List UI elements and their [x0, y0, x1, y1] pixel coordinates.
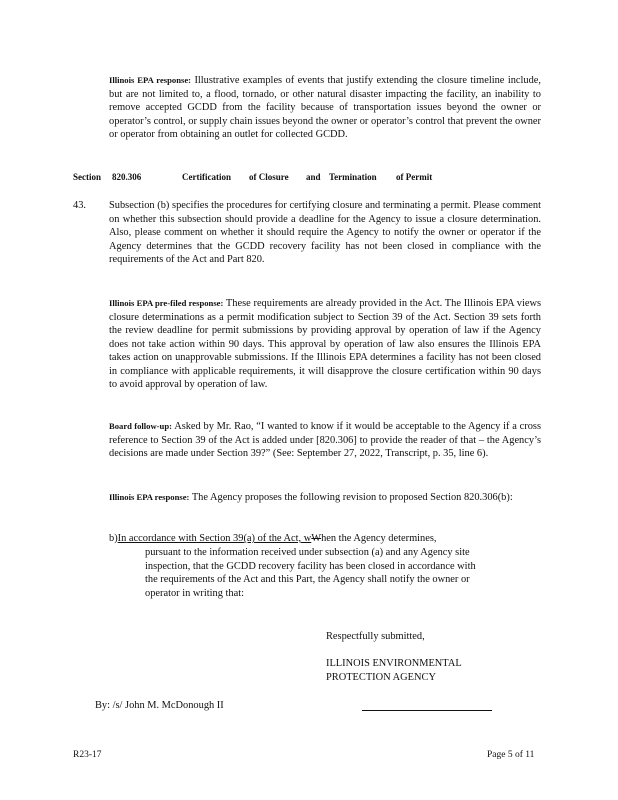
- revision-inserted-text: In accordance with Section 39(a) of the Act, w: [117, 533, 312, 544]
- revision-line-3: inspection, that the GCDD recovery facility has been closed in accordance with: [145, 560, 476, 572]
- response-text-2: The Agency proposes the following revision to proposed Section 820.306(b):: [191, 492, 513, 503]
- section-title-2: of Closure: [249, 172, 289, 182]
- board-followup-block: [109, 420, 541, 461]
- revision-line-2: pursuant to the information received under subsection (a) and any Agency site: [145, 547, 470, 558]
- followup-text: Asked by Mr. Rao, “I wanted to know if it would be acceptable to the Agency if a cross reference to Section 39 of the Act is added under [820.306] to provide the reader of that – the Agency’s decisions are made under Section 39?” (See: September 27, 2022, Transcript, p. 35, line 6).: [109, 421, 541, 459]
- prefiled-response-block: [109, 297, 541, 392]
- section-title-4: Termination: [329, 172, 377, 182]
- org-line-1: ILLINOIS ENVIRONMENTAL: [326, 658, 462, 669]
- revision-line-5: operator in writing that:: [145, 587, 244, 599]
- revision-prefix: b): [109, 533, 118, 544]
- signature-line: [362, 710, 492, 711]
- response-label-2: Illinois EPA response:: [109, 492, 190, 502]
- organization-name: [326, 657, 462, 684]
- page-number: Page 5 of 11: [487, 750, 535, 760]
- revision-deleted-text: W: [311, 533, 322, 544]
- prefiled-label: Illinois EPA pre-filed response:: [109, 298, 224, 308]
- response-label: Illinois EPA response:: [109, 75, 192, 85]
- response-text: Illustrative examples of events that justify extending the closure timeline include, but are not limited to, a flood, tornado, or other natural disaster impacting the facility, an inability to remove accepted GCDD from the facility because of transportation issues beyond the owner or operator’s control, or supply chain issues beyond the owner or operator’s control that prevent the owner or operator from obtaining an outlet for collected GCDD.: [109, 75, 542, 140]
- section-title-1: Certification: [182, 172, 231, 182]
- response-block-2: [109, 491, 541, 505]
- org-line-2: PROTECTION AGENCY: [326, 671, 436, 683]
- item-number: 43.: [73, 200, 86, 211]
- section-title-5: of Permit: [396, 172, 433, 182]
- respectfully-submitted: Respectfully submitted,: [326, 631, 425, 642]
- item-43-text: Subsection (b) specifies the procedures for certifying closure and terminating a permit. Please comment on whether this subsection should provide a deadline for the Agency to issue a closure determination. Also, please comment on whether it should require the Agency to notify the owner or operator if the Agency determines that the GCDD recovery facility has not been closed in compliance with the requirements of the Act and Part 820.: [109, 200, 541, 265]
- signature-by-line: By: /s/ John M. McDonough II: [95, 700, 224, 711]
- revision-first-line: [109, 532, 549, 546]
- revision-line-4: the requirements of the Act and this Part, the Agency shall notify the owner or: [145, 574, 470, 585]
- revision-body: [145, 546, 545, 600]
- section-title-3: and: [306, 172, 321, 182]
- section-number: 820.306: [112, 172, 142, 182]
- section-word: Section: [73, 172, 101, 182]
- revision-text-rest: hen the Agency determines,: [321, 533, 437, 544]
- prefiled-text: These requirements are already provided in the Act. The Illinois EPA views closure determinations as a permit modification subject to Section 39 of the Act. Section 39 sets forth the review deadline for permit submissions by providing approval by operation of law if the Agency does not take action within 90 days. This approval by operation of law also ensures the Illinois EPA takes action on unapprovable submissions. If the Illinois EPA determines a facility has not been closed in compliance with applicable requirements, it will disapprove the closure certification within 90 days to avoid approval by operation of law.: [109, 298, 542, 390]
- followup-label: Board follow-up:: [109, 421, 172, 431]
- docket-number: R23-17: [73, 750, 102, 760]
- response-block-1: [109, 74, 541, 142]
